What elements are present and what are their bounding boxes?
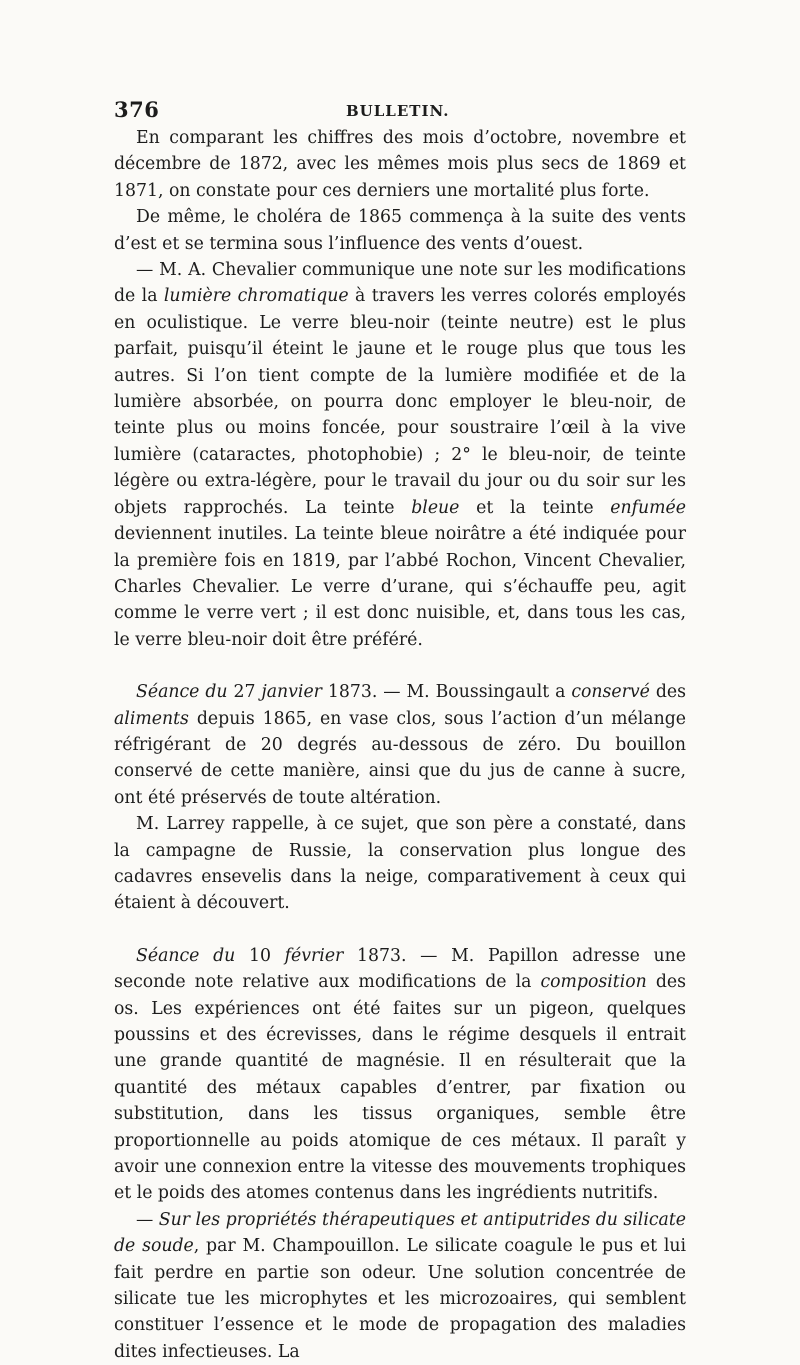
seance-month: janvier	[261, 682, 322, 703]
seance-month: février	[284, 945, 344, 966]
italic-term: lumière chromatique	[163, 286, 349, 307]
paragraph-larrey: M. Larrey rappelle, à ce sujet, que son père a constaté, dans la campagne de Russie, la conservation plus longue des cadavres ensevelis dans la neige, comparativement à ceux qui étaient à découvert.	[114, 814, 686, 914]
paragraph-seance-27-janvier: Séance du 27 janvier 1873. — M. Boussingault a conservé des aliments depuis 1865, en vase clos, sous l’action d’un mélange réfrigérant de 20 degrés au-dessous de zéro. Du bouillon conservé de cette manière, ainsi que du jus de canne à sucre, ont été préservés de toute altération.	[114, 682, 686, 808]
paragraph-mortality: En comparant les chiffres des mois d’octobre, novembre et décembre de 1872, avec les mêmes mois plus secs de 1869 et 1871, on constate pour ces derniers une mortalité plus forte.	[114, 128, 686, 201]
page-body	[114, 125, 686, 1365]
page-number: 376	[114, 97, 160, 122]
paragraph-seance-10-fevrier: Séance du 10 février 1873. — M. Papillon adresse une seconde note relative aux modifications de la composition des os. Les expériences ont été faites sur un pigeon, quelques poussins et des écrevisses, dans le régime desquels il entrait une grande quantité de magnésie. Il en résulterait que la quantité des métaux capables d’entrer, par fixation ou substitution, dans les tissus organiques, semble être proportionnelle au poids atomique de ces métaux. Il paraît y avoir une connexion entre la vitesse des mouvements trophiques et le poids des atomes contenus dans les ingrédients nutritifs.	[114, 945, 686, 1204]
italic-term: aliments	[114, 708, 189, 729]
italic-term: composition	[540, 972, 647, 993]
italic-title: Sur les propriétés thérapeutiques et antiputrides du silicate de soude	[114, 1209, 686, 1257]
paragraph-cholera: De même, le choléra de 1865 commença à la suite des vents d’est et se termina sous l’influence des vents d’ouest.	[114, 207, 686, 254]
paragraph-chevalier: — M. A. Chevalier communique une note sur les modifications de la lumière chromatique à travers les verres colorés employés en oculistique. Le verre bleu-noir (teinte neutre) est le plus parfait, puisqu’il éteint le jaune et le rouge plus que tous les autres. Si l’on tient compte de la lumière modifiée et de la lumière absorbée, on pourra donc employer le bleu-noir, de teinte plus ou moins foncée, pour soustraire l’œil à la vive lumière (cataractes, photophobie) ; 2° le bleu-noir, de teinte légère ou extra-légère, pour le travail du jour ou du soir sur les objets rapprochés. La teinte bleue et la teinte enfumée deviennent inutiles. La teinte bleue noirâtre a été indiquée pour la première fois en 1819, par l’abbé Rochon, Vincent Chevalier, Charles Chevalier. Le verre d’urane, qui s’échauffe peu, agit comme le verre vert ; il est donc nuisible, et, dans tous les cas, le verre bleu-noir doit être préféré.	[114, 260, 686, 650]
running-head: BULLETIN.	[346, 102, 450, 120]
italic-term: enfumée	[610, 497, 686, 518]
page-header	[114, 97, 686, 123]
paragraph-silicate: — Sur les propriétés thérapeutiques et antiputrides du silicate de soude, par M. Champouillon. Le silicate coagule le pus et lui fait perdre en partie son odeur. Une solution concentrée de silicate tue les microphytes et les microzoaires, qui semblent constituer l’essence et le mode de propagation des maladies dites infectieuses. La	[114, 1209, 687, 1362]
italic-term: conservé	[571, 682, 650, 703]
italic-term: bleue	[411, 497, 460, 518]
seance-label: Séance du	[136, 945, 236, 966]
seance-label: Séance du	[136, 682, 228, 703]
